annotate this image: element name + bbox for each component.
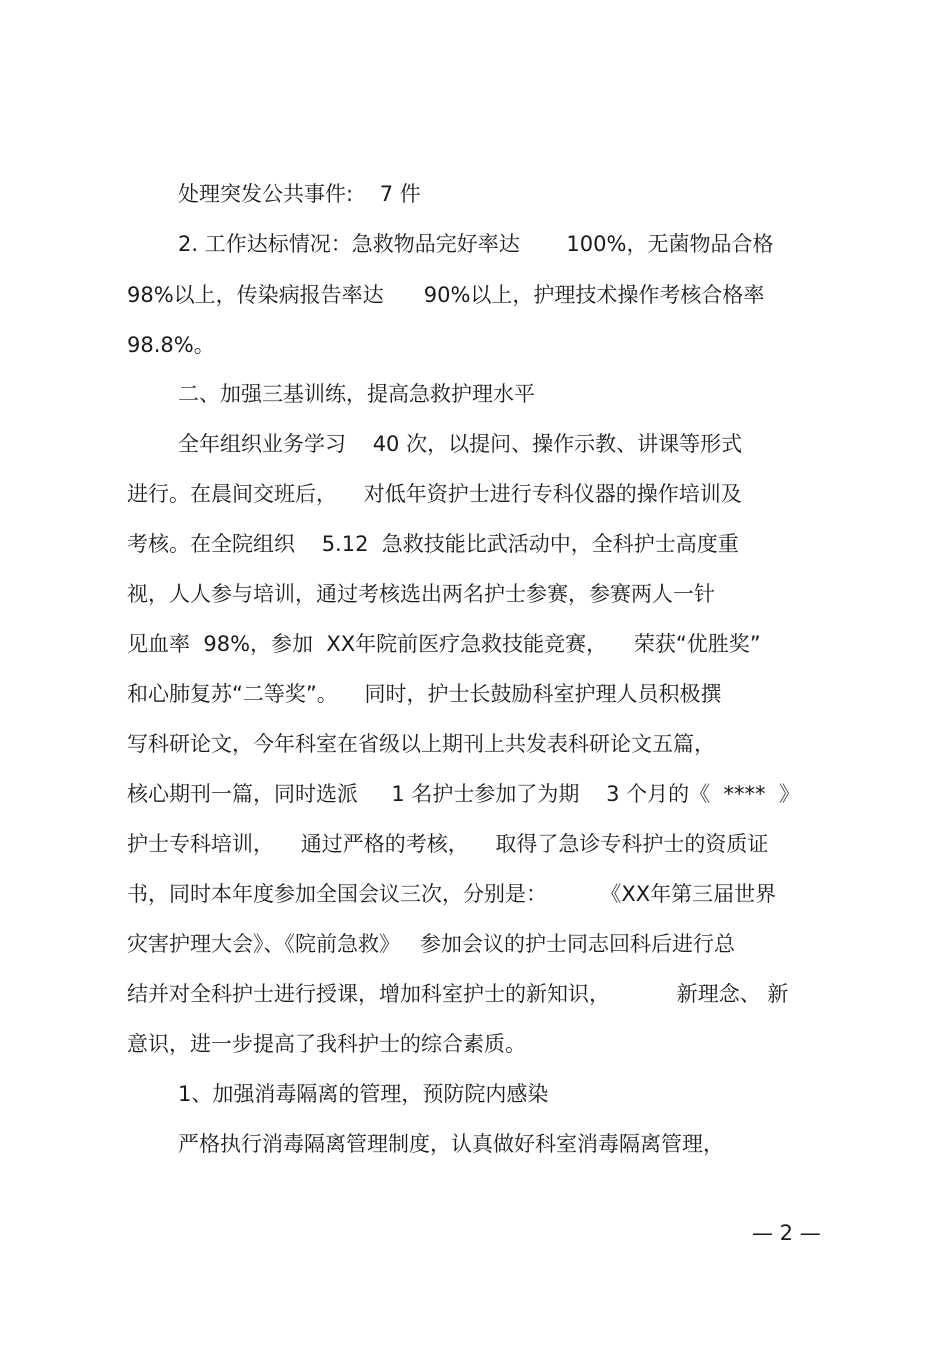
text-line: 进行。在晨间交班后， 对低年资护士进行专科仪器的操作培训及 (127, 482, 742, 506)
text-line: 严格执行消毒隔离管理制度，认真做好科室消毒隔离管理， (178, 1132, 724, 1156)
text-line: 意识，进一步提高了我科护士的综合素质。 (127, 1032, 526, 1056)
text-line: 2. 工作达标情况：急救物品完好率达 100%，无菌物品合格 (178, 232, 774, 256)
text-line: 98.8%。 (127, 333, 215, 357)
page-number: — 2 — (752, 1221, 821, 1245)
text-line: 和心肺复苏“二等奖”。 同时，护士长鼓励科室护理人员积极撰 (127, 682, 722, 706)
text-line: 考核。在全院组织 5.12 急救技能比武活动中，全科护士高度重 (127, 532, 739, 556)
text-line: 全年组织业务学习 40 次，以提问、操作示教、讲课等形式 (178, 432, 743, 456)
text-line: 写科研论文，今年科室在省级以上期刊上共发表科研论文五篇， (127, 732, 715, 756)
text-line: 核心期刊一篇，同时选派 1 名护士参加了为期 3 个月的《 **** 》 (127, 782, 800, 806)
text-line: 结并对全科护士进行授课，增加科室护士的新知识， 新理念、 新 (127, 982, 789, 1006)
text-line: 98%以上，传染病报告率达 90%以上，护理技术操作考核合格率 (127, 283, 765, 307)
text-line: 处理突发公共事件: 7 件 (178, 182, 421, 206)
text-line: 见血率 98%，参加 XX年院前医疗急救技能竞赛， 荣获“优胜奖” (127, 632, 761, 656)
section-heading: 二、加强三基训练，提高急救护理水平 (178, 382, 535, 406)
text-line: 书，同时本年度参加全国会议三次，分别是： 《XX年第三届世界 (127, 882, 777, 906)
text-line: 视，人人参与培训，通过考核选出两名护士参赛，参赛两人一针 (127, 582, 715, 606)
text-line: 灾害护理大会》、《院前急救》 参加会议的护士同志回科后进行总 (127, 932, 736, 956)
subsection-heading: 1、加强消毒隔离的管理，预防院内感染 (178, 1082, 549, 1106)
text-line: 护士专科培训， 通过严格的考核， 取得了急诊专科护士的资质证 (127, 832, 769, 856)
